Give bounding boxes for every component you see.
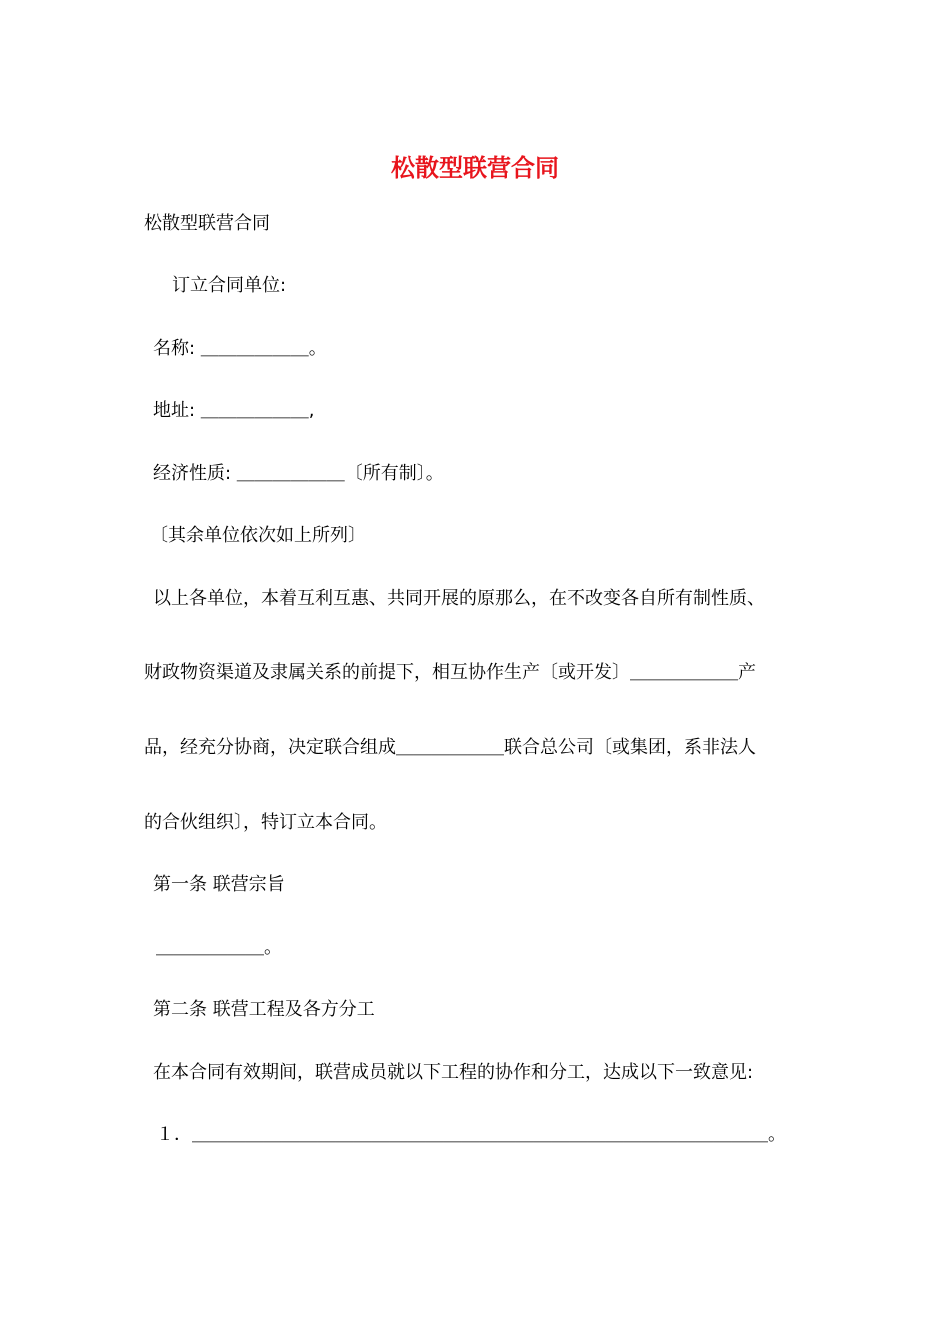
other-units-line: 〔其余单位依次如上所列〕 xyxy=(150,525,366,546)
document-subtitle: 松散型联营合同 xyxy=(144,213,270,234)
article2-heading: 第二条 联营工程及各方分工 xyxy=(153,999,375,1020)
preamble-line-4: 的合伙组织〕，特订立本合同。 xyxy=(144,812,387,833)
preamble-line-1: 以上各单位，本着互利互惠、共同开展的原那么，在不改变各自所有制性质、 xyxy=(153,588,765,609)
document-title: 松散型联营合同 xyxy=(391,153,559,182)
preamble-line-2: 财政物资渠道及隶属关系的前提下，相互协作生产〔或开发〕＿＿＿＿＿＿产 xyxy=(144,662,756,683)
article1-heading: 第一条 联营宗旨 xyxy=(153,874,285,895)
article1-body: ＿＿＿＿＿＿。 xyxy=(156,937,282,958)
name-line: 名称: ＿＿＿＿＿＿。 xyxy=(153,338,327,359)
parties-intro: 订立合同单位: xyxy=(172,275,287,296)
preamble-line-3: 品，经充分协商，决定联合组成＿＿＿＿＿＿联合总公司〔或集团，系非法人 xyxy=(144,737,756,758)
economic-nature-line: 经济性质: ＿＿＿＿＿＿〔所有制〕。 xyxy=(153,463,444,484)
article2-intro: 在本合同有效期间，联营成员就以下工程的协作和分工，达成以下一致意见: xyxy=(153,1062,754,1083)
address-line: 地址: ＿＿＿＿＿＿, xyxy=(153,400,315,421)
article2-item-1: １．＿＿＿＿＿＿＿＿＿＿＿＿＿＿＿＿＿＿＿＿＿＿＿＿＿＿＿＿＿＿＿＿。 xyxy=(156,1124,786,1145)
